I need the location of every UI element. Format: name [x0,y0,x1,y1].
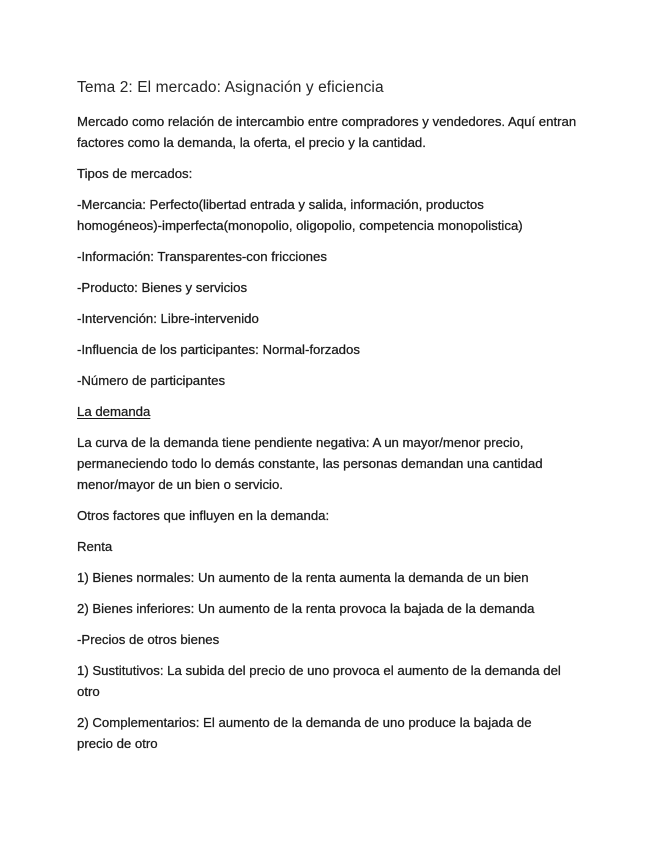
normal-goods-item: 1) Bienes normales: Un aumento de la renta aumenta la demanda de un bien [77,570,529,585]
demand-curve-paragraph: La curva de la demanda tiene pendiente negativa: A un mayor/menor precio, permaneciendo todo lo demás constante, las personas demandan una cantidad menor/mayor de un bien o servicio. [77,435,543,492]
other-prices-heading: -Precios de otros bienes [77,632,220,647]
document-title: Tema 2: El mercado: Asignación y eficiencia [77,79,384,96]
complements-item: 2) Complementarios: El aumento de la demanda de uno produce la bajada de precio de otro [77,715,532,751]
section-heading-demand: La demanda [77,404,151,419]
market-type-intervention: -Intervención: Libre-intervenido [77,311,259,326]
demand-factors-heading: Otros factores que influyen en la demanda: [77,508,330,523]
market-type-participants: -Número de participantes [77,373,226,388]
inferior-goods-item: 2) Bienes inferiores: Un aumento de la renta provoca la bajada de la demanda [77,601,535,616]
intro-paragraph: Mercado como relación de intercambio entre compradores y vendedores. Aquí entran factores como la demanda, la oferta, el precio y la cantidad. [77,114,577,150]
substitutes-item: 1) Sustitutivos: La subida del precio de uno provoca el aumento de la demanda del otro [77,663,561,699]
document-body [77,78,592,764]
market-type-product: -Producto: Bienes y servicios [77,280,248,295]
market-types-heading: Tipos de mercados: [77,166,193,181]
income-heading: Renta [77,539,113,554]
market-type-merchandise: -Mercancia: Perfecto(libertad entrada y salida, información, productos homogéneos)-imperfecta(monopolio, oligopolio, competencia monopolistica) [77,197,523,233]
market-type-information: -Información: Transparentes-con fricciones [77,249,327,264]
market-type-influence: -Influencia de los participantes: Normal-forzados [77,342,360,357]
